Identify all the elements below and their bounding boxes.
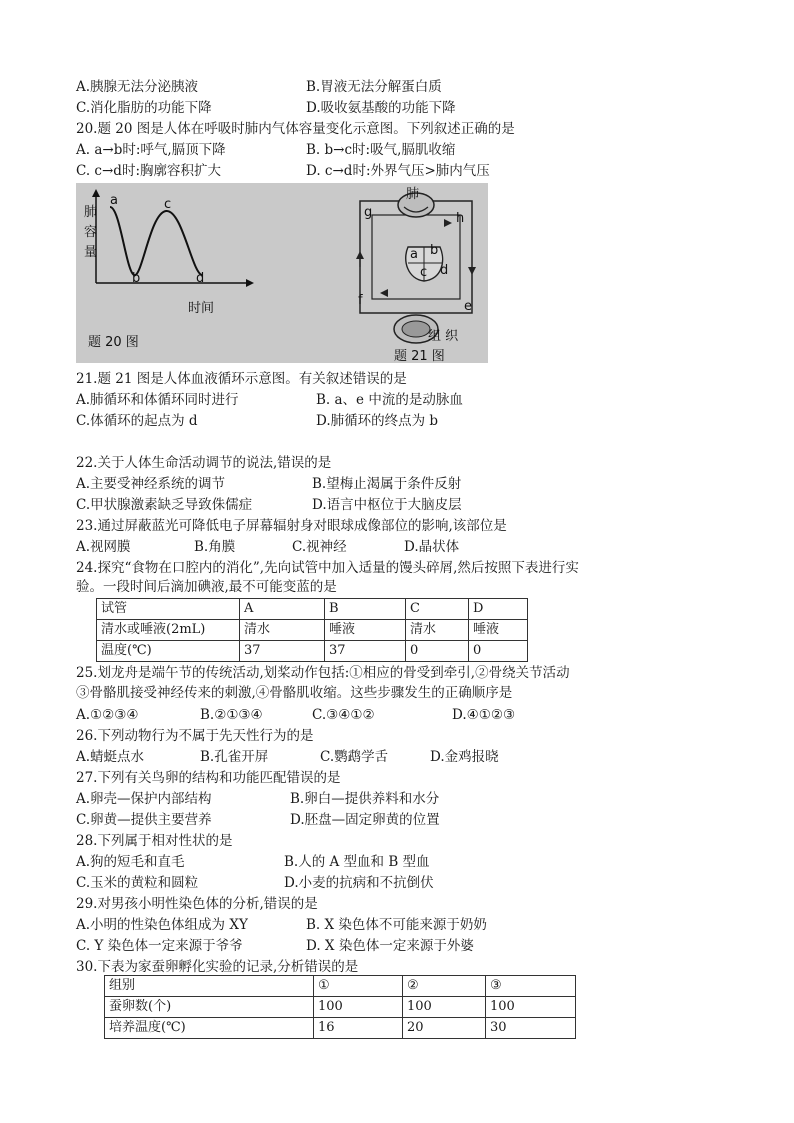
- q28-option-b: B.人的 A 型血和 B 型血: [284, 854, 430, 870]
- q23-stem: 23.通过屏蔽蓝光可降低电子屏幕辐射身对眼球成像部位的影响,该部位是: [76, 518, 507, 534]
- table-cell: D: [469, 599, 528, 620]
- q23-option-b: B.角膜: [194, 539, 236, 555]
- figure-area: [76, 183, 488, 363]
- fig21-label-c: c: [420, 265, 428, 280]
- q30-table: [104, 975, 576, 1039]
- table-cell: ③: [486, 976, 576, 997]
- table-cell: 培养温度(℃): [105, 1018, 314, 1039]
- table-cell: 0: [469, 641, 528, 662]
- table-row: [97, 599, 528, 620]
- table-cell: A: [240, 599, 325, 620]
- q24-stem-line1: 24.探究“食物在口腔内的消化”,先向试管中加入适量的馒头碎屑,然后按照下表进行实: [76, 560, 579, 576]
- q23-option-c: C.视神经: [292, 539, 347, 555]
- q29-option-d: D. X 染色体一定来源于外婆: [306, 938, 474, 954]
- table-row: [105, 976, 576, 997]
- table-cell: B: [325, 599, 406, 620]
- fig21-label-h: h: [456, 211, 465, 226]
- q21-option-c: C.体循环的起点为 d: [76, 413, 198, 429]
- table-cell: 清水或唾液(2mL): [97, 620, 240, 641]
- table-cell: 清水: [406, 620, 469, 641]
- q20-option-c: C. c→d时:胸廓容积扩大: [76, 163, 221, 179]
- table-cell: 温度(℃): [97, 641, 240, 662]
- q22-stem: 22.关于人体生命活动调节的说法,错误的是: [76, 455, 332, 471]
- q21-stem: 21.题 21 图是人体血液循环示意图。有关叙述错误的是: [76, 371, 407, 387]
- table-cell: 100: [403, 997, 486, 1018]
- table-cell: 100: [486, 997, 576, 1018]
- table-row: [97, 620, 528, 641]
- q21-option-a: A.肺循环和体循环同时进行: [76, 392, 239, 408]
- q28-option-d: D.小麦的抗病和不抗倒伏: [284, 875, 434, 891]
- q19-option-b: B.胃液无法分解蛋白质: [306, 79, 442, 95]
- q28-stem: 28.下列属于相对性状的是: [76, 833, 233, 849]
- fig21-label-tissue: 组 织: [428, 329, 459, 344]
- table-row: [105, 997, 576, 1018]
- q26-option-b: B.孔雀开屏: [200, 749, 269, 765]
- table-cell: 唾液: [325, 620, 406, 641]
- table-row: [105, 1018, 576, 1039]
- table-cell: 试管: [97, 599, 240, 620]
- q27-stem: 27.下列有关鸟卵的结构和功能匹配错误的是: [76, 770, 341, 786]
- fig20-point-a: a: [110, 193, 118, 208]
- fig21-label-f: f: [358, 293, 363, 308]
- q25-option-b: B.②①③④: [200, 707, 263, 723]
- q30-stem: 30.下表为家蚕卵孵化实验的记录,分析错误的是: [76, 959, 359, 975]
- q25-stem-line1: 25.划龙舟是端午节的传统活动,划桨动作包括:①相应的骨受到牵引,②骨绕关节活动: [76, 665, 570, 681]
- q27-option-c: C.卵黄—提供主要营养: [76, 812, 212, 828]
- fig20-point-b: b: [132, 271, 141, 286]
- q27-option-b: B.卵白—提供养料和水分: [290, 791, 440, 807]
- table-cell: 蚕卵数(个): [105, 997, 314, 1018]
- q28-option-a: A.狗的短毛和直毛: [76, 854, 185, 870]
- q21-option-b: B. a、e 中流的是动脉血: [316, 392, 463, 408]
- q29-option-c: C. Y 染色体一定来源于爷爷: [76, 938, 243, 954]
- q26-option-a: A.蜻蜓点水: [76, 749, 145, 765]
- q22-option-c: C.甲状腺激素缺乏导致侏儒症: [76, 497, 253, 513]
- fig21-label-lung: 肺: [406, 187, 420, 202]
- table-cell: 16: [314, 1018, 403, 1039]
- fig20-xlabel: 时间: [188, 301, 215, 316]
- q20-option-a: A. a→b时:呼气,膈顶下降: [76, 142, 226, 158]
- q20-option-d: D. c→d时:外界气压>肺内气压: [306, 163, 490, 179]
- table-cell: 0: [406, 641, 469, 662]
- q22-option-b: B.望梅止渴属于条件反射: [312, 476, 462, 492]
- fig21-label-g: g: [364, 205, 373, 220]
- q27-option-a: A.卵壳—保护内部结构: [76, 791, 212, 807]
- table-cell: 100: [314, 997, 403, 1018]
- q22-option-d: D.语言中枢位于大脑皮层: [312, 497, 462, 513]
- q19-option-d: D.吸收氨基酸的功能下降: [306, 100, 456, 116]
- table-cell: 唾液: [469, 620, 528, 641]
- fig21-label-b: b: [430, 243, 439, 258]
- table-row: [97, 641, 528, 662]
- table-cell: 20: [403, 1018, 486, 1039]
- table-cell: C: [406, 599, 469, 620]
- q23-option-a: A.视网膜: [76, 539, 131, 555]
- q26-option-d: D.金鸡报晓: [430, 749, 499, 765]
- q25-stem-line2: ③骨骼肌接受神经传来的刺激,④骨骼肌收缩。这些步骤发生的正确顺序是: [76, 685, 513, 701]
- fig20-caption: 题 20 图: [88, 335, 139, 350]
- fig20-ylabel-3: 量: [84, 245, 98, 260]
- q25-option-d: D.④①②③: [452, 707, 516, 723]
- table-cell: 组别: [105, 976, 314, 997]
- q20-option-b: B. b→c时:吸气,膈肌收缩: [306, 142, 456, 158]
- q19-option-c: C.消化脂肪的功能下降: [76, 100, 212, 116]
- q26-option-c: C.鹦鹉学舌: [320, 749, 389, 765]
- q28-option-c: C.玉米的黄粒和圆粒: [76, 875, 199, 891]
- q25-option-a: A.①②③④: [76, 707, 139, 723]
- q20-stem: 20.题 20 图是人体在呼吸时肺内气体容量变化示意图。下列叙述正确的是: [76, 121, 515, 137]
- q29-option-b: B. X 染色体不可能来源于奶奶: [306, 917, 487, 933]
- q25-option-c: C.③④①②: [312, 707, 375, 723]
- q24-stem-line2: 验。一段时间后滴加碘液,最不可能变蓝的是: [76, 579, 337, 595]
- table-cell: 清水: [240, 620, 325, 641]
- fig21-label-a: a: [410, 247, 418, 262]
- q24-table: [96, 598, 528, 662]
- q21-option-d: D.肺循环的终点为 b: [316, 413, 439, 429]
- q29-option-a: A.小明的性染色体组成为 XY: [76, 917, 248, 933]
- fig20-point-d: d: [196, 271, 205, 286]
- q27-option-d: D.胚盘—固定卵黄的位置: [290, 812, 440, 828]
- q23-option-d: D.晶状体: [404, 539, 460, 555]
- q22-option-a: A.主要受神经系统的调节: [76, 476, 226, 492]
- table-cell: 37: [325, 641, 406, 662]
- fig21-label-d: d: [440, 263, 449, 278]
- fig20-ylabel-2: 容: [84, 225, 98, 240]
- table-cell: 37: [240, 641, 325, 662]
- fig20-point-c: c: [164, 197, 172, 212]
- q26-stem: 26.下列动物行为不属于先天性行为的是: [76, 728, 314, 744]
- q19-option-a: A.胰腺无法分泌胰液: [76, 79, 199, 95]
- fig20-ylabel-1: 肺: [84, 205, 98, 220]
- fig21-label-e: e: [464, 299, 472, 314]
- table-cell: ①: [314, 976, 403, 997]
- table-cell: 30: [486, 1018, 576, 1039]
- q29-stem: 29.对男孩小明性染色体的分析,错误的是: [76, 896, 318, 912]
- fig21-caption: 题 21 图: [394, 349, 445, 364]
- table-cell: ②: [403, 976, 486, 997]
